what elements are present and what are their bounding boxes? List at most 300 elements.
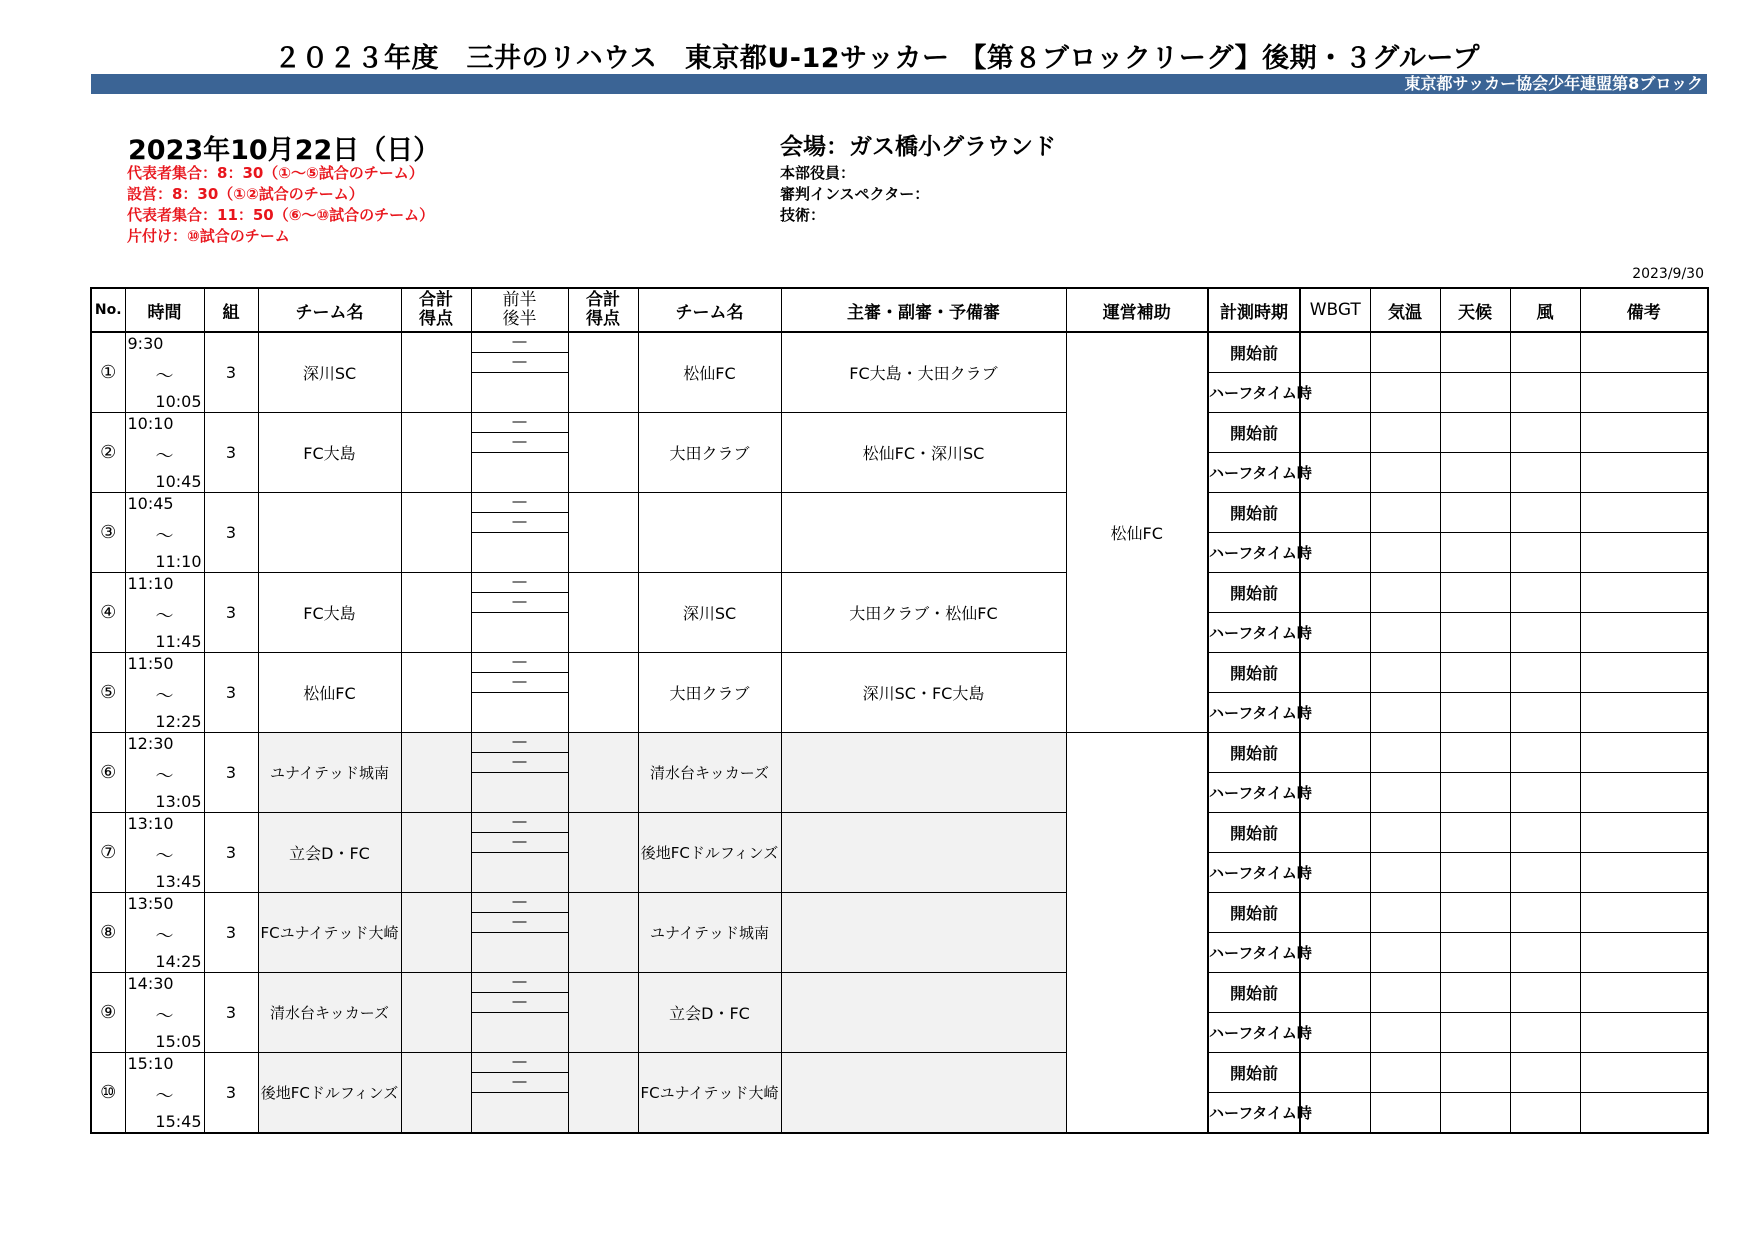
away-team	[638, 493, 781, 573]
weather-cell[interactable]	[1440, 533, 1510, 573]
note-line: 片付け：⑩試合のチーム	[127, 227, 290, 245]
group-cell: 3	[204, 653, 258, 733]
temp-cell[interactable]	[1370, 1093, 1440, 1134]
wbgt-cell[interactable]	[1300, 653, 1370, 693]
col-home-team: チーム名	[258, 288, 401, 332]
wind-cell[interactable]	[1510, 453, 1580, 493]
remarks-cell[interactable]	[1580, 533, 1708, 573]
col-temp: 気温	[1370, 288, 1440, 332]
wbgt-cell[interactable]	[1300, 413, 1370, 453]
match-number: ⑥	[91, 733, 125, 813]
end-time: 15:05	[155, 1032, 202, 1051]
weather-cell[interactable]	[1440, 373, 1510, 413]
second-half-dash: ―	[472, 752, 568, 773]
table-row	[91, 573, 1708, 613]
time-separator: ～	[155, 926, 174, 947]
score-spare	[472, 533, 568, 571]
wbgt-cell[interactable]	[1300, 893, 1370, 933]
wind-cell[interactable]	[1510, 413, 1580, 453]
away-total-score[interactable]	[568, 493, 638, 573]
home-total-score[interactable]	[401, 413, 471, 493]
away-total-score[interactable]	[568, 893, 638, 973]
start-time: 15:10	[127, 1054, 174, 1073]
weather-cell[interactable]	[1440, 933, 1510, 973]
wind-cell[interactable]	[1510, 1053, 1580, 1093]
col-remarks: 備考	[1580, 288, 1708, 332]
group-cell: 3	[204, 332, 258, 413]
remarks-cell[interactable]	[1580, 332, 1708, 373]
half-scores[interactable]	[471, 893, 568, 973]
match-number: ⑨	[91, 973, 125, 1053]
wind-cell[interactable]	[1510, 613, 1580, 653]
temp-cell[interactable]	[1370, 813, 1440, 853]
group-cell: 3	[204, 1053, 258, 1134]
away-team: 大田クラブ	[638, 653, 781, 733]
measure-before: 開始前	[1208, 1053, 1300, 1093]
weather-cell[interactable]	[1440, 733, 1510, 773]
half-scores[interactable]	[471, 413, 568, 493]
time-separator: ～	[155, 366, 174, 387]
remarks-cell[interactable]	[1580, 973, 1708, 1013]
table-row	[91, 332, 1708, 373]
remarks-cell[interactable]	[1580, 613, 1708, 653]
weather-cell[interactable]	[1440, 653, 1510, 693]
away-total-score[interactable]	[568, 813, 638, 893]
referee-cell	[781, 1053, 1066, 1134]
home-total-score[interactable]	[401, 733, 471, 813]
weather-cell[interactable]	[1440, 693, 1510, 733]
time-separator: ～	[155, 1006, 174, 1027]
temp-cell[interactable]	[1370, 893, 1440, 933]
measure-halftime: ハーフタイム時	[1208, 1093, 1300, 1134]
measure-before: 開始前	[1208, 973, 1300, 1013]
temp-cell[interactable]	[1370, 1013, 1440, 1053]
wind-cell[interactable]	[1510, 653, 1580, 693]
away-total-score[interactable]	[568, 332, 638, 413]
measure-before: 開始前	[1208, 573, 1300, 613]
group-cell: 3	[204, 733, 258, 813]
header-bar	[91, 74, 1707, 94]
end-time: 12:25	[155, 712, 202, 731]
score-spare	[472, 933, 568, 971]
second-half-dash: ―	[472, 672, 568, 693]
wind-cell[interactable]	[1510, 693, 1580, 733]
col-wind: 風	[1510, 288, 1580, 332]
group-cell: 3	[204, 413, 258, 493]
remarks-cell[interactable]	[1580, 813, 1708, 853]
measure-before: 開始前	[1208, 413, 1300, 453]
home-team: 後地FCドルフィンズ	[258, 1053, 401, 1134]
wbgt-cell[interactable]	[1300, 493, 1370, 533]
start-time: 11:50	[127, 654, 174, 673]
referee-cell: 松仙FC・深川SC	[781, 413, 1066, 493]
first-half-dash: ―	[512, 414, 527, 430]
away-total-score[interactable]	[568, 733, 638, 813]
match-date: 2023年10月22日（日）	[128, 135, 441, 166]
half-scores[interactable]	[471, 573, 568, 653]
table-row	[91, 893, 1708, 933]
measure-before: 開始前	[1208, 893, 1300, 933]
half-scores[interactable]	[471, 733, 568, 813]
home-total-score[interactable]	[401, 973, 471, 1053]
time-separator: ～	[155, 606, 174, 627]
temp-cell[interactable]	[1370, 493, 1440, 533]
end-time: 11:45	[155, 632, 202, 651]
home-total-score[interactable]	[401, 493, 471, 573]
second-half-dash: ―	[472, 432, 568, 453]
match-number: ⑦	[91, 813, 125, 893]
remarks-cell[interactable]	[1580, 373, 1708, 413]
referee-cell	[781, 813, 1066, 893]
table-row	[91, 493, 1708, 533]
home-team: FC大島	[258, 573, 401, 653]
page-title: ２０２３年度 三井のリハウス 東京都U-12サッカー 【第８ブロックリーグ】後期・３グループ	[273, 43, 1481, 74]
end-time: 13:05	[155, 792, 202, 811]
match-time	[125, 893, 204, 973]
away-team: ユナイテッド城南	[638, 893, 781, 973]
measure-halftime: ハーフタイム時	[1208, 613, 1300, 653]
match-number: ④	[91, 573, 125, 653]
temp-cell[interactable]	[1370, 332, 1440, 373]
referee-cell: FC大島・大田クラブ	[781, 332, 1066, 413]
home-team: 深川SC	[258, 332, 401, 413]
score-spare	[472, 373, 568, 411]
header-row	[91, 288, 1708, 332]
remarks-cell[interactable]	[1580, 773, 1708, 813]
time-separator: ～	[155, 1086, 174, 1107]
referee-cell: 深川SC・FC大島	[781, 653, 1066, 733]
first-half-dash: ―	[512, 734, 527, 750]
staff-list	[780, 163, 929, 226]
measure-halftime: ハーフタイム時	[1208, 1013, 1300, 1053]
home-team: 立会D・FC	[258, 813, 401, 893]
group-cell: 3	[204, 493, 258, 573]
end-time: 14:25	[155, 952, 202, 971]
table-row	[91, 413, 1708, 453]
wind-cell[interactable]	[1510, 373, 1580, 413]
away-team: 後地FCドルフィンズ	[638, 813, 781, 893]
table-row	[91, 813, 1708, 853]
away-total-score[interactable]	[568, 653, 638, 733]
measure-halftime: ハーフタイム時	[1208, 693, 1300, 733]
match-number: ③	[91, 493, 125, 573]
score-spare	[472, 1013, 568, 1051]
referee-cell	[781, 733, 1066, 813]
weather-cell[interactable]	[1440, 413, 1510, 453]
measure-before: 開始前	[1208, 733, 1300, 773]
second-half-dash: ―	[472, 512, 568, 533]
home-team	[258, 493, 401, 573]
venue-label: 会場：ガス橋小グラウンド	[780, 134, 1056, 160]
wind-cell[interactable]	[1510, 332, 1580, 373]
weather-cell[interactable]	[1440, 573, 1510, 613]
match-time	[125, 733, 204, 813]
match-time	[125, 332, 204, 413]
second-half-dash: ―	[472, 832, 568, 853]
home-total-score[interactable]	[401, 893, 471, 973]
score-spare	[472, 453, 568, 491]
match-time	[125, 973, 204, 1053]
match-time	[125, 813, 204, 893]
away-total-score[interactable]	[568, 413, 638, 493]
referee-cell	[781, 973, 1066, 1053]
match-number: ②	[91, 413, 125, 493]
wind-cell[interactable]	[1510, 573, 1580, 613]
weather-cell[interactable]	[1440, 453, 1510, 493]
table-row	[91, 1053, 1708, 1093]
start-time: 12:30	[127, 734, 174, 753]
remarks-cell[interactable]	[1580, 1093, 1708, 1134]
match-number: ⑤	[91, 653, 125, 733]
time-separator: ～	[155, 686, 174, 707]
col-wbgt: WBGT	[1300, 288, 1370, 332]
home-total-score[interactable]	[401, 653, 471, 733]
col-no: No.	[91, 288, 125, 332]
support-team-pm	[1066, 733, 1208, 1134]
weather-cell[interactable]	[1440, 973, 1510, 1013]
second-half-dash: ―	[472, 912, 568, 933]
measure-halftime: ハーフタイム時	[1208, 773, 1300, 813]
start-time: 11:10	[127, 574, 174, 593]
wind-cell[interactable]	[1510, 973, 1580, 1013]
col-home-total: 合計 得点	[401, 288, 471, 332]
measure-halftime: ハーフタイム時	[1208, 453, 1300, 493]
remarks-cell[interactable]	[1580, 853, 1708, 893]
support-team: 松仙FC	[1066, 332, 1208, 733]
half-scores[interactable]	[471, 653, 568, 733]
start-time: 13:50	[127, 894, 174, 913]
half-scores[interactable]	[471, 493, 568, 573]
wbgt-cell[interactable]	[1300, 973, 1370, 1013]
staff-headquarters: 本部役員：	[780, 164, 856, 182]
temp-cell[interactable]	[1370, 693, 1440, 733]
referee-cell: 大田クラブ・松仙FC	[781, 573, 1066, 653]
start-time: 9:30	[127, 334, 164, 353]
measure-before: 開始前	[1208, 332, 1300, 373]
group-cell: 3	[204, 813, 258, 893]
match-time	[125, 493, 204, 573]
time-separator: ～	[155, 846, 174, 867]
home-total-score[interactable]	[401, 1053, 471, 1134]
temp-cell[interactable]	[1370, 973, 1440, 1013]
second-half-dash: ―	[472, 1072, 568, 1093]
temp-cell[interactable]	[1370, 373, 1440, 413]
away-team: FCユナイテッド大崎	[638, 1053, 781, 1134]
wbgt-cell[interactable]	[1300, 733, 1370, 773]
away-team: 松仙FC	[638, 332, 781, 413]
remarks-cell[interactable]	[1580, 693, 1708, 733]
match-time	[125, 573, 204, 653]
wbgt-cell[interactable]	[1300, 332, 1370, 373]
updated-date: 2023/9/30	[1632, 266, 1704, 282]
remarks-cell[interactable]	[1580, 573, 1708, 613]
home-team: FC大島	[258, 413, 401, 493]
weather-cell[interactable]	[1440, 613, 1510, 653]
home-total-score[interactable]	[401, 332, 471, 413]
staff-technical: 技術：	[780, 206, 826, 224]
end-time: 10:05	[155, 392, 202, 411]
time-separator: ～	[155, 446, 174, 467]
time-separator: ～	[155, 766, 174, 787]
match-time	[125, 413, 204, 493]
first-half-dash: ―	[512, 334, 527, 350]
weather-cell[interactable]	[1440, 1013, 1510, 1053]
second-half-dash: ―	[472, 992, 568, 1013]
wind-cell[interactable]	[1510, 1013, 1580, 1053]
score-spare	[472, 853, 568, 891]
weather-cell[interactable]	[1440, 332, 1510, 373]
weather-cell[interactable]	[1440, 853, 1510, 893]
wind-cell[interactable]	[1510, 733, 1580, 773]
group-cell: 3	[204, 573, 258, 653]
temp-cell[interactable]	[1370, 773, 1440, 813]
wbgt-cell[interactable]	[1300, 813, 1370, 853]
temp-cell[interactable]	[1370, 613, 1440, 653]
time-separator: ～	[155, 526, 174, 547]
home-team: FCユナイテッド大崎	[258, 893, 401, 973]
remarks-cell[interactable]	[1580, 733, 1708, 773]
temp-cell[interactable]	[1370, 533, 1440, 573]
second-half-dash: ―	[472, 592, 568, 613]
wind-cell[interactable]	[1510, 933, 1580, 973]
col-measure: 計測時期	[1208, 288, 1300, 332]
home-total-score[interactable]	[401, 813, 471, 893]
col-away-total: 合計 得点	[568, 288, 638, 332]
home-team: 松仙FC	[258, 653, 401, 733]
wind-cell[interactable]	[1510, 493, 1580, 533]
remarks-cell[interactable]	[1580, 1013, 1708, 1053]
schedule-notes	[127, 163, 434, 247]
referee-cell	[781, 493, 1066, 573]
half-scores[interactable]	[471, 813, 568, 893]
wind-cell[interactable]	[1510, 853, 1580, 893]
temp-cell[interactable]	[1370, 653, 1440, 693]
temp-cell[interactable]	[1370, 453, 1440, 493]
score-spare	[472, 693, 568, 731]
remarks-cell[interactable]	[1580, 413, 1708, 453]
home-total-score[interactable]	[401, 573, 471, 653]
measure-before: 開始前	[1208, 653, 1300, 693]
first-half-dash: ―	[512, 494, 527, 510]
start-time: 10:10	[127, 414, 174, 433]
start-time: 10:45	[127, 494, 174, 513]
group-cell: 3	[204, 973, 258, 1053]
referee-cell	[781, 893, 1066, 973]
end-time: 10:45	[155, 472, 202, 491]
weather-cell[interactable]	[1440, 493, 1510, 533]
away-team: 大田クラブ	[638, 413, 781, 493]
weather-cell[interactable]	[1440, 1093, 1510, 1134]
away-total-score[interactable]	[568, 1053, 638, 1134]
measure-halftime: ハーフタイム時	[1208, 933, 1300, 973]
col-away-team: チーム名	[638, 288, 781, 332]
half-scores[interactable]	[471, 332, 568, 413]
temp-cell[interactable]	[1370, 1053, 1440, 1093]
match-time	[125, 653, 204, 733]
table-row	[91, 973, 1708, 1013]
col-group: 組	[204, 288, 258, 332]
match-number: ①	[91, 332, 125, 413]
temp-cell[interactable]	[1370, 933, 1440, 973]
temp-cell[interactable]	[1370, 573, 1440, 613]
temp-cell[interactable]	[1370, 413, 1440, 453]
half-scores[interactable]	[471, 1053, 568, 1134]
col-support: 運営補助	[1066, 288, 1208, 332]
weather-cell[interactable]	[1440, 893, 1510, 933]
wbgt-cell[interactable]	[1300, 573, 1370, 613]
temp-cell[interactable]	[1370, 853, 1440, 893]
first-half-dash: ―	[512, 1054, 527, 1070]
away-total-score[interactable]	[568, 573, 638, 653]
remarks-cell[interactable]	[1580, 493, 1708, 533]
away-team: 立会D・FC	[638, 973, 781, 1053]
measure-before: 開始前	[1208, 813, 1300, 853]
measure-halftime: ハーフタイム時	[1208, 373, 1300, 413]
away-total-score[interactable]	[568, 973, 638, 1053]
measure-halftime: ハーフタイム時	[1208, 533, 1300, 573]
col-halves: 前半 後半	[471, 288, 568, 332]
remarks-cell[interactable]	[1580, 893, 1708, 933]
schedule-table	[90, 287, 1709, 1134]
group-cell: 3	[204, 893, 258, 973]
first-half-dash: ―	[512, 654, 527, 670]
remarks-cell[interactable]	[1580, 653, 1708, 693]
col-time: 時間	[125, 288, 204, 332]
temp-cell[interactable]	[1370, 733, 1440, 773]
away-team: 清水台キッカーズ	[638, 733, 781, 813]
first-half-dash: ―	[512, 814, 527, 830]
score-spare	[472, 1093, 568, 1131]
wbgt-cell[interactable]	[1300, 1053, 1370, 1093]
remarks-cell[interactable]	[1580, 933, 1708, 973]
second-half-dash: ―	[472, 352, 568, 373]
note-line: 設営：8：30（①②試合のチーム）	[127, 185, 364, 203]
half-scores[interactable]	[471, 973, 568, 1053]
table-row	[91, 653, 1708, 693]
end-time: 15:45	[155, 1112, 202, 1131]
note-line: 代表者集合：11：50（⑥～⑩試合のチーム）	[127, 206, 435, 224]
note-line: 代表者集合：8：30（①～⑤試合のチーム）	[127, 164, 424, 182]
home-team: 清水台キッカーズ	[258, 973, 401, 1053]
end-time: 13:45	[155, 872, 202, 891]
start-time: 13:10	[127, 814, 174, 833]
weather-cell[interactable]	[1440, 773, 1510, 813]
wind-cell[interactable]	[1510, 813, 1580, 853]
first-half-dash: ―	[512, 894, 527, 910]
remarks-cell[interactable]	[1580, 453, 1708, 493]
wind-cell[interactable]	[1510, 533, 1580, 573]
end-time: 11:10	[155, 552, 202, 571]
score-spare	[472, 613, 568, 651]
match-number: ⑩	[91, 1053, 125, 1134]
match-number: ⑧	[91, 893, 125, 973]
wind-cell[interactable]	[1510, 893, 1580, 933]
remarks-cell[interactable]	[1580, 1053, 1708, 1093]
col-referee: 主審・副審・予備審	[781, 288, 1066, 332]
col-weather: 天候	[1440, 288, 1510, 332]
first-half-dash: ―	[512, 574, 527, 590]
wind-cell[interactable]	[1510, 773, 1580, 813]
wind-cell[interactable]	[1510, 1093, 1580, 1134]
weather-cell[interactable]	[1440, 1053, 1510, 1093]
home-team: ユナイテッド城南	[258, 733, 401, 813]
measure-before: 開始前	[1208, 493, 1300, 533]
start-time: 14:30	[127, 974, 174, 993]
match-time	[125, 1053, 204, 1134]
first-half-dash: ―	[512, 974, 527, 990]
weather-cell[interactable]	[1440, 813, 1510, 853]
measure-halftime: ハーフタイム時	[1208, 853, 1300, 893]
